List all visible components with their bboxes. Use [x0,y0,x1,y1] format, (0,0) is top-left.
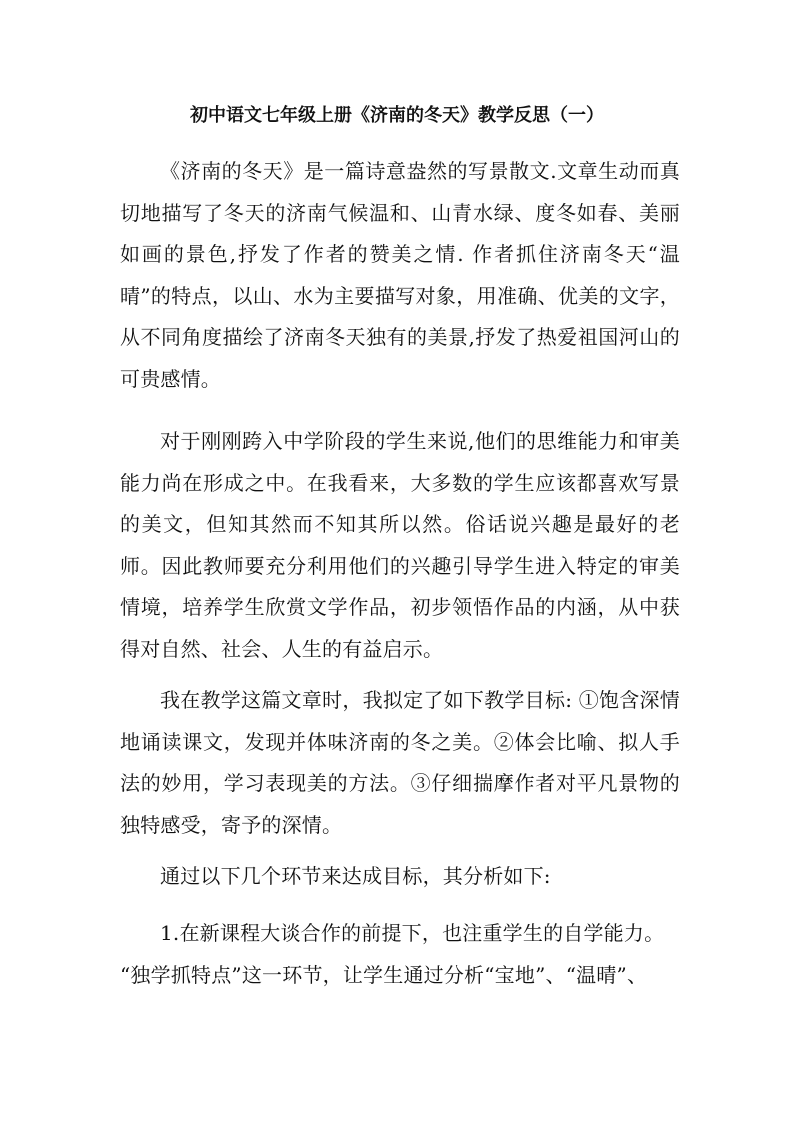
paragraph-students: 对于刚刚跨入中学阶段的学生来说,他们的思维能力和审美能力尚在形成之中。在我看来，大多数的学生应该都喜欢写景的美文，但知其然而不知其所以然。俗话说兴趣是最好的老师。因此教师要充分利用他们的兴趣引导学生进入特定的审美情境，培养学生欣赏文学作品，初步领悟作品的内涵，从中获得对自然、社会、人生的有益启示。 [120,429,680,661]
document-title: 初中语文七年级上册《济南的冬天》教学反思（一） [190,105,604,126]
list-item-1 [120,913,680,996]
paragraph-intro: 《济南的冬天》是一篇诗意盎然的写景散文.文章生动而真切地描写了冬天的济南气候温和、山青水绿、度冬如春、美丽如画的景色,抒发了作者的赞美之情. 作者抓住济南冬天“温晴”的特点，以山、水为主要描写对象，用准确、优美的文字，从不同角度描绘了济南冬天独有的美景,抒发了热爱祖国河山的可贵感情。 [120,159,680,391]
paragraph-goals: 我在教学这篇文章时，我拟定了如下教学目标: ①饱含深情地诵读课文，发现并体味济南的冬之美。②体会比喻、拟人手法的妙用，学习表现美的方法。③仔细揣摩作者对平凡景物的独特感受，寄予的深情。 [120,688,680,837]
paragraph-steps-intro: 通过以下几个环节来达成目标，其分析如下: [160,864,551,888]
list-item-1-continuation: “独学抓特点”这一环节，让学生通过分析“宝地”、“温晴”、 [120,962,648,987]
list-item-1-lead: 1.在新课程大谈合作的前提下，也注重学生的自学能力。 [160,921,665,945]
